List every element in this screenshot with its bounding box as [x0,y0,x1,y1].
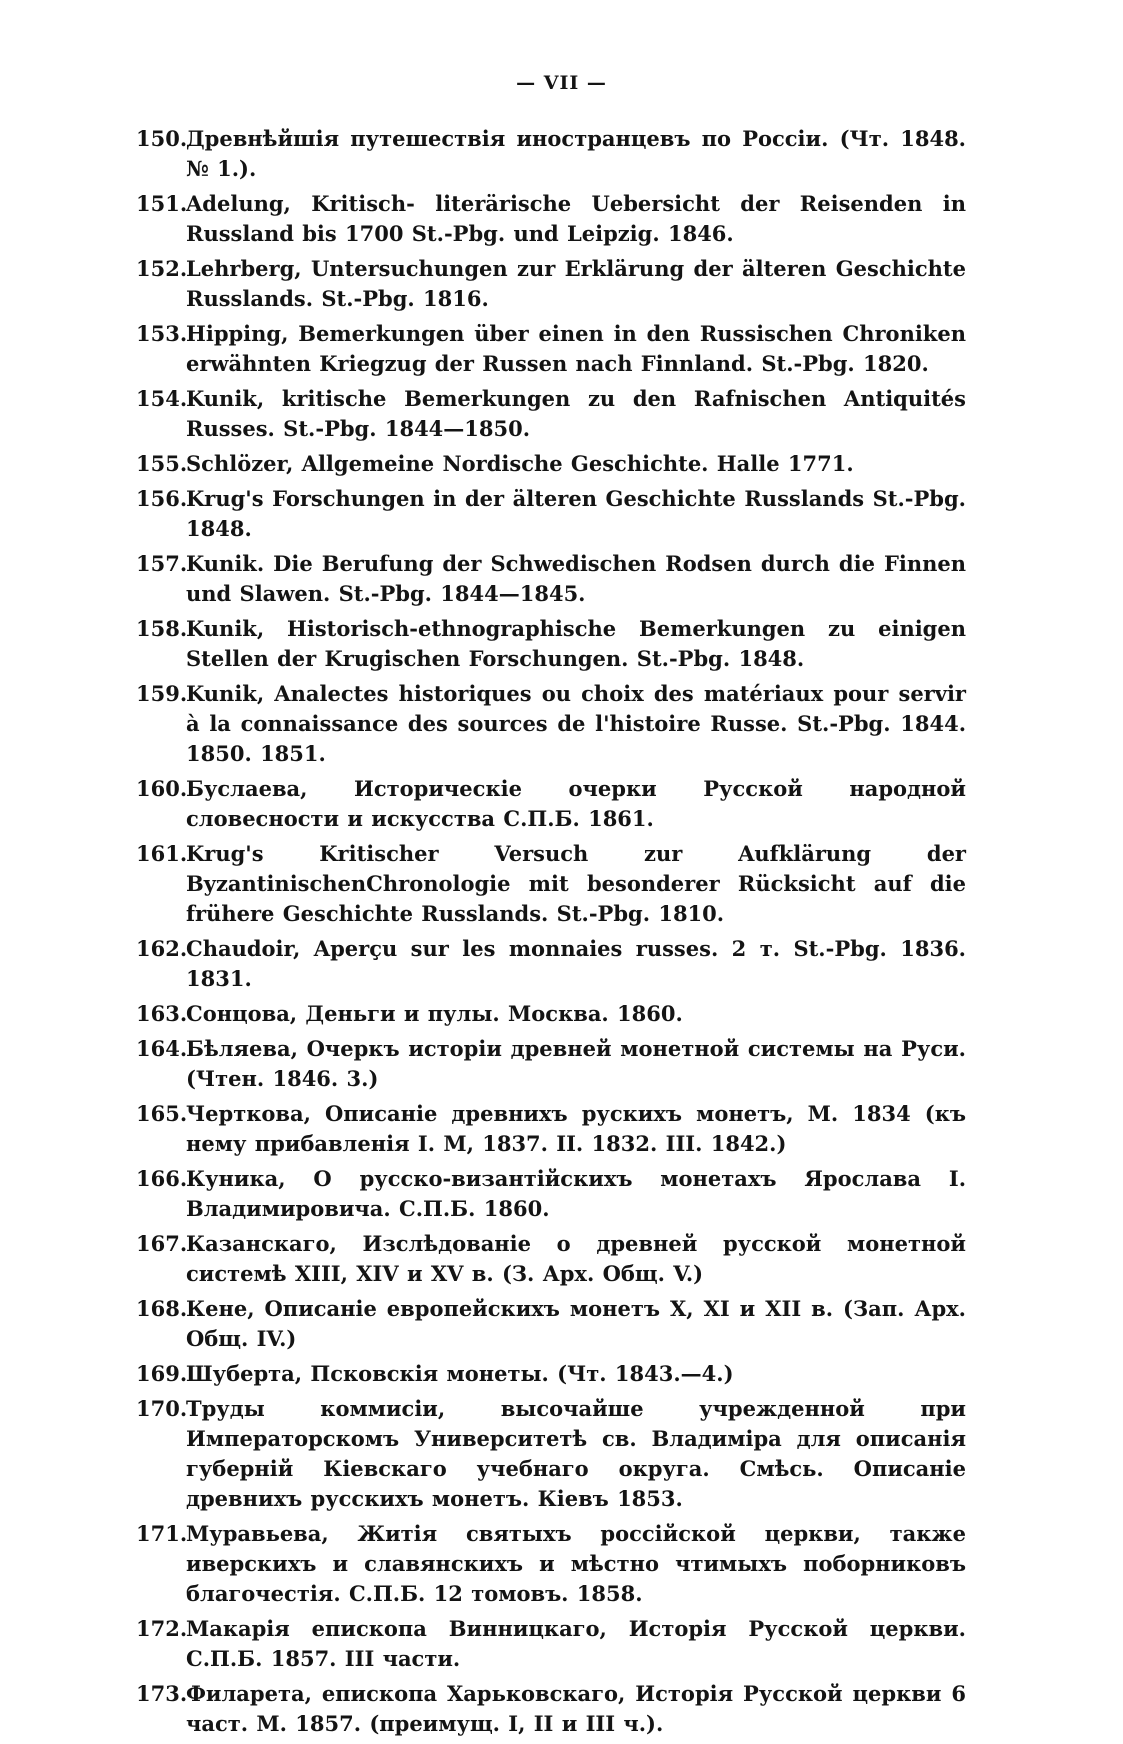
entry-text: Chaudoir, Aperçu sur les monnaies russes. 2 т. St.-Pbg. 1836. 1831. [186,936,966,991]
entry-text: Krug's Kritischer Versuch zur Aufklärung der ByzantinischenChronologie mit besonderer Rücksicht auf die frühere Geschichte Russlands. St.-Pbg. 1810. [186,841,966,926]
bibliography-entry-151 [136,189,966,249]
bibliography-entry-171 [136,1519,966,1609]
bibliography-entry-150 [136,124,966,184]
bibliography-entry-166 [136,1164,966,1224]
entry-text: Макарія епископа Винницкаго, Исторія Русской церкви. С.П.Б. 1857. III части. [186,1616,966,1671]
bibliography-entry-169 [136,1359,966,1389]
bibliography-entry-161 [136,839,966,929]
bibliography-entry-152 [136,254,966,314]
entry-text: Филарета, епископа Харьковскаго, Исторія Русской церкви 6 част. М. 1857. (преимущ. I, II и III ч.). [186,1681,966,1736]
bibliography-entry-156 [136,484,966,544]
bibliography-entry-153 [136,319,966,379]
bibliography-entry-160 [136,774,966,834]
entry-number: 161. [136,841,188,866]
page-number: — VII — [516,72,607,94]
entry-text: Муравьева, Житія святыхъ россійской церкви, также иверскихъ и славянскихъ и мѣстно чтимыхъ поборниковъ благочестія. С.П.Б. 12 томовъ. 1858. [186,1521,966,1606]
entry-text: Hipping, Bemerkungen über einen in den Russischen Chroniken erwähnten Kriegzug der Russen nach Finnland. St.-Pbg. 1820. [186,321,966,376]
entry-text: Сонцова, Деньги и пулы. Москва. 1860. [186,1001,683,1026]
bibliography-entry-172 [136,1614,966,1674]
bibliography-entry-168 [136,1294,966,1354]
entry-number: 154. [136,386,188,411]
entry-number: 158. [136,616,188,641]
entry-text: Kunik, Analectes historiques ou choix des matériaux pour servir à la connaissance des sources de l'histoire Russe. St.-Pbg. 1844. 1850. 1851. [186,681,966,766]
entry-text: Казанскаго, Изслѣдованіе о древней русской монетной системѣ XIII, XIV и XV в. (З. Арх. Общ. V.) [186,1231,966,1286]
entry-number: 155. [136,451,188,476]
bibliography-entry-170 [136,1394,966,1514]
entry-number: 153. [136,321,188,346]
entry-number: 164. [136,1036,188,1061]
entry-text: Шуберта, Псковскія монеты. (Чт. 1843.—4.) [186,1361,734,1386]
entry-text: Schlözer, Allgemeine Nordische Geschichte. Halle 1771. [186,451,854,476]
entry-number: 172. [136,1616,188,1641]
entry-number: 170. [136,1396,188,1421]
entry-number: 162. [136,936,188,961]
entry-number: 156. [136,486,188,511]
entry-text: Черткова, Описаніе древнихъ рускихъ монетъ, М. 1834 (къ нему прибавленія I. М, 1837. II. 1832. III. 1842.) [186,1101,966,1156]
entry-number: 166. [136,1166,188,1191]
entry-text: Труды коммисіи, высочайше учрежденной при Императорскомъ Университетѣ св. Владиміра для описанія губерній Кіевскаго учебнаго округа. Смѣсь. Описаніе древнихъ русскихъ монетъ. Кіевъ 1853. [186,1396,966,1511]
entry-text: Кене, Описаніе европейскихъ монетъ X, XI и XII в. (Зап. Арх. Общ. IV.) [186,1296,966,1351]
entry-number: 167. [136,1231,188,1256]
entry-number: 150. [136,126,188,151]
entry-number: 169. [136,1361,188,1386]
bibliography-entry-155 [136,449,966,479]
bibliography-entry-159 [136,679,966,769]
entry-text: Adelung, Kritisch- literärische Uebersicht der Reisenden in Russland bis 1700 St.-Pbg. und Leipzig. 1846. [186,191,966,246]
bibliography-entry-154 [136,384,966,444]
bibliography-entry-164 [136,1034,966,1094]
entry-number: 173. [136,1681,188,1706]
bibliography-entry-167 [136,1229,966,1289]
entry-text: Kunik, Historisch-ethnographische Bemerkungen zu einigen Stellen der Krugischen Forschungen. St.-Pbg. 1848. [186,616,966,671]
entry-number: 171. [136,1521,188,1546]
bibliography-entry-162 [136,934,966,994]
bibliography-entry-163 [136,999,966,1029]
bibliography-entry-173 [136,1679,966,1739]
entry-number: 159. [136,681,188,706]
entry-text: Буслаева, Историческіе очерки Русской народной словесности и искусства С.П.Б. 1861. [186,776,966,831]
entry-text: Куника, О русско-византійскихъ монетахъ Ярослава I. Владимировича. С.П.Б. 1860. [186,1166,966,1221]
entry-number: 160. [136,776,188,801]
entry-number: 163. [136,1001,188,1026]
entry-text: Kunik. Die Berufung der Schwedischen Rodsen durch die Finnen und Slawen. St.-Pbg. 1844—1845. [186,551,966,606]
bibliography-entry-157 [136,549,966,609]
bibliography-entry-158 [136,614,966,674]
entry-number: 168. [136,1296,188,1321]
entry-text: Krug's Forschungen in der älteren Geschichte Russlands St.-Pbg. 1848. [186,486,966,541]
bibliography-entry-165 [136,1099,966,1159]
entry-text: Kunik, kritische Bemerkungen zu den Rafnischen Antiquités Russes. St.-Pbg. 1844—1850. [186,386,966,441]
entry-text: Бѣляева, Очеркъ исторіи древней монетной системы на Руси. (Чтен. 1846. 3.) [186,1036,966,1091]
entry-text: Lehrberg, Untersuchungen zur Erklärung der älteren Geschichte Russlands. St.-Pbg. 1816. [186,256,966,311]
bibliography-list [136,124,966,1744]
entry-text: Древнѣйшія путешествія иностранцевъ по Россіи. (Чт. 1848. № 1.). [186,126,966,181]
entry-number: 151. [136,191,188,216]
entry-number: 157. [136,551,188,576]
entry-number: 165. [136,1101,188,1126]
entry-number: 152. [136,256,188,281]
